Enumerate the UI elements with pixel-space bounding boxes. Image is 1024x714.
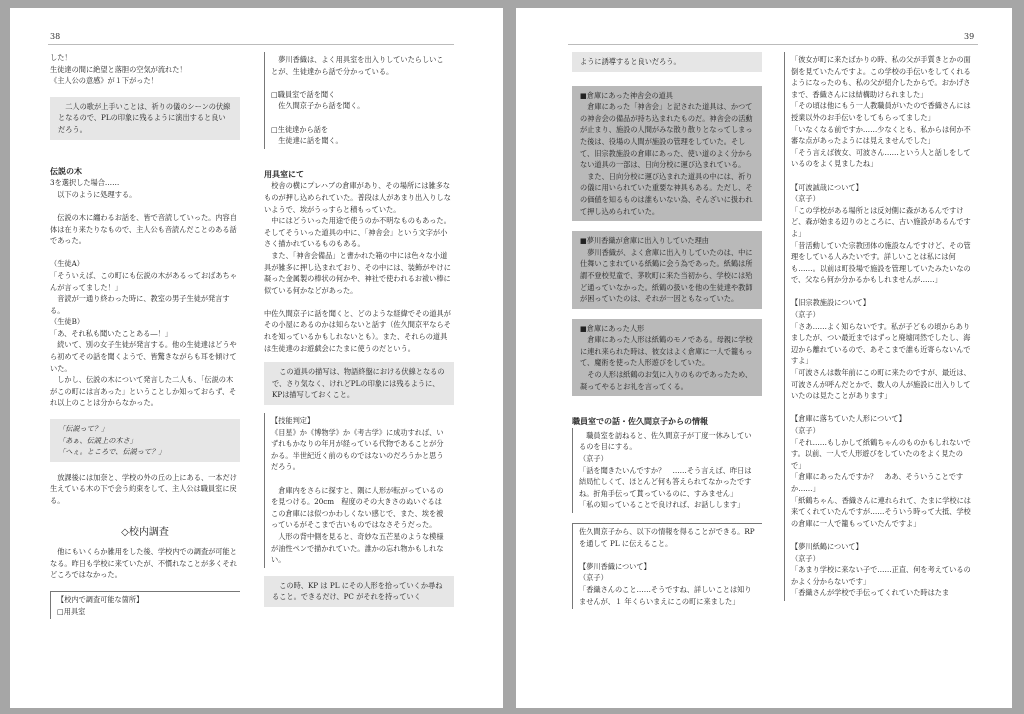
header-rule [48,44,454,45]
right-page [516,8,1012,708]
left-column-2 [264,52,454,607]
continuation-text: ように誘導すると良いだろう。 [572,52,762,72]
info-box-shinsha-tools: ■倉庫にあった神舎会の道具 倉庫にあった「神舎会」と記された道具は、かつての神舎会の備品が持ち込まれたものだ。神舎会の活動が止まり、施設の人間がみな散り散りとなってしまった後は、役場の人間が施設の管理をしていた。そして、旧宗教施設の倉庫にあった、使い道のよく分からない道具の一部は、日向分校に運び込まれている。 また、日向分校に運び込まれた道具の中には、祈りの儀に用いられていた重要な神具もある。ただし、その価値を知るものは誰もいない為、そんざいに扱われて押し込められていた。 [572,86,762,222]
right-column-1 [572,52,762,609]
legend-tree-body: 3を選択した場合…… 以下のように処理する。 伝説の木に纏わるお話を、皆で音読していった。内容自体は在り来たりなもので、主人公も音読んだことのある話であった。 （生徒A） 「そういえば、この町にも伝説の木があるっておばあちゃんが言ってました！」 音読が一通り終わった時に、教室の男子生徒が発言する。 （生徒B） 「あ、それ私も聞いたことある―！」 続いて、別の女子生徒が発言する。他の生徒達はどうやら初めてその話を聞くようで、皆驚きながらも耳を傾けていた。 しかし、伝説の木について発言した二人も、「伝説の木がこの町には言あった」ということしか知っておらず、それ以上のことは分からなかった。 [50,178,237,408]
kyoko-dialogue-list: 「彼女が町に来たばかりの時、私の父が手質きとかの面倒を見ていたんですよ。この学校の手伝いをしてくれるようになったのも、私の父が紹介したからで。おかげさまで、香織さんには結構助けられました」 「その頃は他にもう一人教職員がいたので香織さんには授業以外のお手伝いをしてもらってました」 「いなくなる前ですか……少なくとも、私からは何か不審な点があったようには見えませんでした」 「そう言えば彼女、可波さん……という人と話しをしているのをよく見ましたね」 【可波誠哉について】 （京子） 「この学校がある場所とは反対側に森があるんですけど、森が始まる辺りのところに、古い施設があるんですよ」 「昔活動していた宗教団体の施設なんですけど、その管理をしている人みたいです。詳しいことは私には何も……。以前は町役場で施設を管理していたみたいなので、父なら何か分かるかもしれませんが……」 【旧宗教施設について】 （京子） 「さあ……よく知らないです。私が子どもの頃からありましたが、つい最近まではずっと廃墟同然でしたし、海辺から離れているので、あそこまで誰も近寄らないんですよ」 「可波さんは数年前にこの町に来たのですが、最近は、可波さんが呼んだとかで、数人の人が施設に出入りしていたのは見たことがあります」 【倉庫に落ちていた人形について】 （京子） 「それ……もしかして紙鶴ちゃんのものかもしれないです。以前、一人で人形遊びをしていたのをよく見たので」 「倉庫にあったんですか？ ああ、そういうことですか……」 「紙鶴ちゃん、香織さんに連れられて、たまに学校には来てくれていたんですが……そういう時って大抵、学校の倉庫に一人で籠もっていたんですよ」 【夢川紙鶴について】 （京子） 「あまり学校に来ない子で……正直、何を考えているのかよく分からないです」 「香織さんが学校で手伝ってくれていた時はたま [784,52,978,601]
page-number: 38 [50,32,61,41]
right-column-2 [784,52,978,601]
kyoko-info-box: 佐久間京子から、以下の情報を得ることができる。RP を通して PL に伝えること。 【夢川香織について】 （京子） 「香織さんのこと……そうですね、詳しいことは知りませんが、１ 年くらいまえにこの町に来ました」 [572,523,762,609]
dialogue-quote: 「伝説って？」 「あぁ、伝説上の木さ」 「へぇ。ところで、伝説って？」 [50,419,240,462]
investigable-locations-box: 【校内で調査可能な箇所】 □用具室 [50,591,240,619]
section-heading-legend-tree: 伝説の木 [50,166,82,176]
page-number: 39 [964,32,975,41]
left-column-1 [50,52,240,619]
doll-prompt-note: この時、KP は PL にその人形を拾っていくか尋ねること。できるだけ、PC がそれを持っていく [264,576,454,607]
info-box-doll: ■倉庫にあった人形 倉庫にあった人形は紙鶴のモノである。母親に学校に連れ来られた時は、彼女はよく倉庫に一人で籠もって、魔術を使った人形遊びをしていた。 その人形は紙鶴のお気に入りのものであったため、凝ってやるとお礼を言ってくる。 [572,319,762,397]
info-box-kaori-reason: ■夢川香織が倉庫に出入りしていた理由 夢川香織が、よく倉庫に出入りしていたのは、中に仕舞いこまれている紙鶴に会う為であった。紙鶴は所謂不登校児童で、茅吹町に来た当初から、学校には殆ど通っていなかった。紙鶴の扱いを他の生徒達や教師が困っていたのは、それが一因ともなっていた。 [572,231,762,309]
kp-note: 二人の歌が上手いことは、祈りの儀のシーンの伏線となるので、PLの印象に残るように演出すると良いだろう。 [50,97,240,140]
section-heading-storage: 用具室にて [264,169,304,179]
staff-room-body: 職員室を訪ねると、佐久間京子が丁度一休みしているのを目にする。 （京子） 「話を聞きたいんですか？ ……そう言えば、昨日は結局忙しくて、ほとんど何も答えられてなかったですね。折角手伝って貰っているのに、すみません」 「私の知っていることで良ければ、お話しします」 [572,428,762,513]
foreshadow-note: この道具の描写は、物語終盤における伏線となるので、さり気なく、けれどPLの印象には残るように、KPは描写しておくこと。 [264,362,454,405]
investigation-text: 他にもいくらか雑用をした後、学校内での調査が可能となる。昨日も学校に来ていたが、不慣れなことが多くそれどころではなかった。 [50,547,237,580]
skill-check-box: 【技能判定】 《目星》か《博物学》か《考古学》に成功すれば、いずれもかなりの年月が経っている代物であることが分かる。半世紀近く前のものではないのだろうかと思うだろう。 倉庫内をさらに探すと、隅に人形が転がっているのを見つける。20cm 程度のその大きさのぬいぐるはこの倉庫には似つかわしくない感じで、また、埃を被っているがそこまで古いものではなさそうだった。 人形の背中側を見ると、奇妙な五芒星のような模様が油性ペンで描かれていた。誰かの忘れ物かもしれない。 [264,413,454,568]
storage-body: 校舎の横にプレハブの倉庫があり、その場所には雑多なものが押し込められていた。普段は人があまり出入りしないようで、埃がうっすらと積もっていた。 中にはどういった用途で使うのか不明なものもあった。そしてそういった道具の中に、「神舎会」という文字が小さく描かれているものもある。 また、「神舎会備品」と書かれた箱の中には色々な小道具が雑多に押し込まれており、その中には、装飾がやけに凝った金属製の棒状の何かや、神社で使われるお祓い棒に似ている何かなどがあった。 中佐久間京子に話を聞くと、どのような経緯でその道具がその小屋にあるのかは知らないと話す（佐久間京平ならそれを知っているかもしれないとも）。また、それらの道具は生徒達のお遊戯会にたまに使うのだという。 [264,181,451,353]
header-rule [568,44,978,45]
section-title-school-investigation: ◇校内調査 [121,526,169,538]
choices-box: 夢川香織は、よく用具室を出入りしていたらしいことが、生徒達から話で分かっている。 □職員室で話を聞く 佐久間京子から話を聞く。 □生徒達から話を 生徒達に話を聞く。 [264,52,454,149]
section-heading-staff-room: 職員室での話・佐久間京子からの情報 [572,417,708,427]
left-page [10,8,503,708]
after-school-text: 放課後には加奈と、学校の外の丘の上にある、一本だけ生えている木の下で会う約束をして、主人公は職員室に戻る。 [50,472,237,505]
intro-text: した！ 生徒達の間に絶望と落胆の空気が流れた！ 《主人公の意感》が１下がった！ [50,53,187,86]
